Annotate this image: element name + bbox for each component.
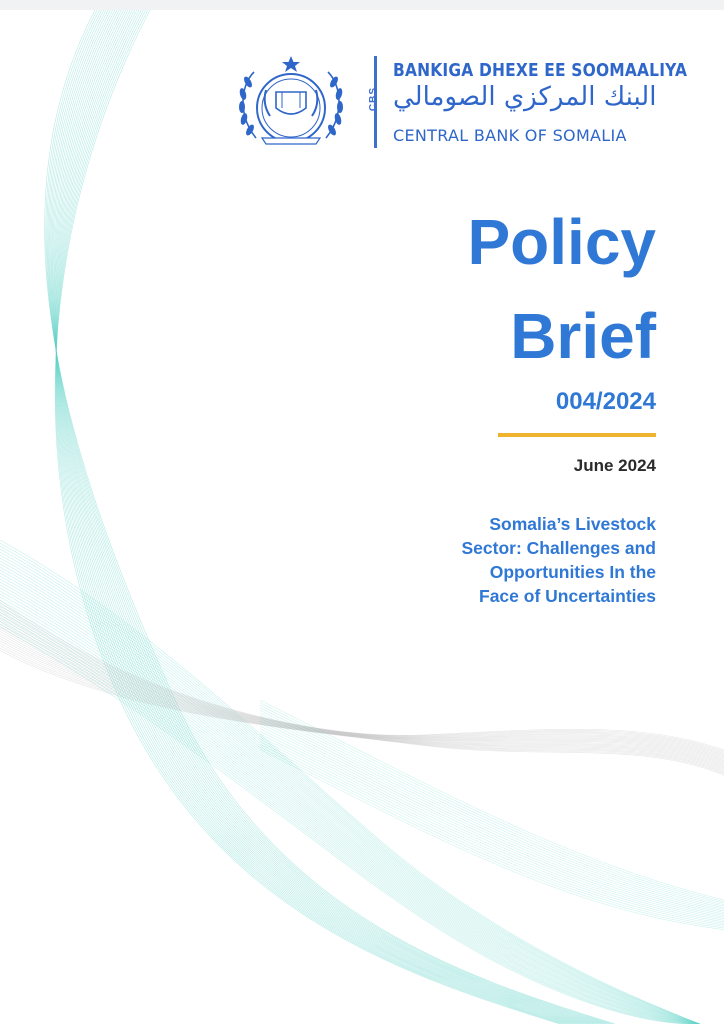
wave-line [0, 591, 700, 1024]
title-brief: Brief [510, 300, 656, 372]
wave-line [0, 573, 700, 1024]
wave-line [0, 650, 724, 775]
cbs-abbreviation: CBS [368, 86, 379, 112]
wave-line [0, 603, 700, 1024]
title-policy: Policy [467, 206, 656, 278]
wave-line [0, 558, 700, 1024]
wave-line [0, 579, 700, 1024]
wave-line [0, 621, 700, 1024]
brief-subtitle [396, 512, 656, 608]
wave-line [0, 588, 700, 1024]
wave-line [0, 552, 700, 1024]
brief-number: 004/2024 [555, 388, 656, 415]
wave-line [0, 549, 700, 1024]
wave-line [0, 576, 700, 1024]
wave-line [260, 749, 724, 929]
wave-line [0, 629, 724, 765]
subtitle-line: Sector: Challenges and [461, 538, 656, 558]
subtitle-line: Face of Uncertainties [479, 586, 656, 606]
wave-line [0, 606, 700, 1024]
wave-line [0, 622, 724, 761]
wave-line [0, 634, 724, 767]
central-bank-seal-icon [232, 52, 350, 156]
wave-line [0, 624, 700, 1024]
wave-line [0, 597, 700, 1024]
wave-line [0, 543, 700, 1024]
accent-rule [498, 433, 656, 437]
publication-date: June 2024 [573, 456, 656, 475]
bank-name-arabic: البنك المركزي الصومالي [393, 82, 657, 112]
wave-line [0, 585, 700, 1024]
bank-name-english: CENTRAL BANK OF SOMALIA [393, 126, 627, 145]
wave-line [0, 570, 700, 1024]
subtitle-line: Opportunities In the [489, 562, 656, 582]
subtitle-line: Somalia’s Livestock [489, 514, 656, 534]
bank-name-somali: BANKIGA DHEXE EE SOOMAALIYA [393, 60, 688, 81]
wave-line [0, 641, 724, 771]
wave-line [0, 600, 700, 1024]
